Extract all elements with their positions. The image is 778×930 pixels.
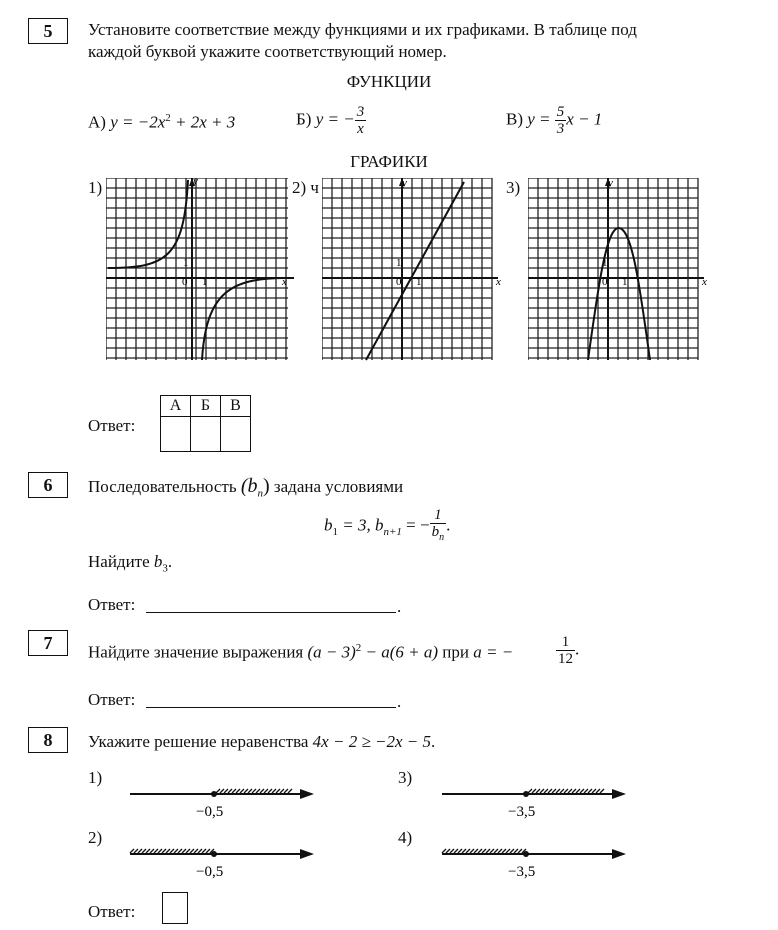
option-label-1: 1): [88, 768, 103, 787]
graph-3-y-label: y: [608, 178, 613, 189]
task7-answer-end: .: [397, 692, 402, 711]
graph-3-one-y-label: 1: [602, 257, 608, 269]
functions-heading: ФУНКЦИИ: [346, 72, 432, 91]
graph-2: [322, 178, 506, 362]
task7-fraction: $\frac{1}{12}$ .: [558, 634, 580, 667]
graph-1-one-y-label: 1: [183, 257, 189, 269]
graph-3-one-x-label: 1: [622, 276, 628, 288]
task5-answer-table: [160, 395, 251, 452]
function-b: Б) y = − $\frac{3}{x}$: [296, 104, 365, 137]
task8-answer-box[interactable]: [162, 892, 188, 924]
answer-header-c: В: [221, 396, 251, 417]
option-4-value: −3,5: [508, 864, 536, 880]
option-3-value: −3,5: [508, 804, 536, 820]
task7-text: Найдите значение выражения $(a - 3)^2 - a(6 + a)$ при a = −: [88, 642, 514, 662]
option-3-point: [523, 791, 529, 797]
task6-question: Найдите $b_3$.: [88, 552, 173, 575]
answer-header-a: А: [161, 396, 191, 417]
graph-1-x-label: x: [282, 276, 287, 288]
answer-cell-a[interactable]: [161, 417, 191, 452]
option-3-number-line[interactable]: [438, 780, 628, 820]
graph-2-line: [366, 182, 464, 360]
option-4-point: [523, 851, 529, 857]
task6-answer-label: Ответ:: [88, 595, 136, 614]
graph-1-grid: [106, 178, 288, 360]
graph-1-one-x-label: 1: [202, 276, 208, 288]
graph-2-zero-label: 0: [396, 276, 402, 288]
graph-3-grid: [528, 178, 698, 360]
answer-cell-b[interactable]: [191, 417, 221, 452]
task6-conditions: $b_1 = 3$, $b_{n+1}$ = − $\frac{1}{b_n}$ .: [324, 507, 451, 543]
answer-cell-c[interactable]: [221, 417, 251, 452]
option-label-3: 3): [398, 768, 413, 787]
task8-answer-label: Ответ:: [88, 902, 136, 921]
graph-label-1: 1): [88, 178, 103, 197]
task7-answer-label: Ответ:: [88, 690, 136, 709]
graph-1-zero-label: 0: [182, 276, 188, 288]
graph-3: [528, 178, 712, 362]
task5-answer-label: Ответ:: [88, 416, 136, 435]
task6-answer-field[interactable]: [146, 612, 396, 613]
task-number-6: 6: [28, 472, 68, 498]
task5-text-line1: Установите соответствие между функциями и их графиками. В таблице под: [88, 20, 637, 39]
task-number-7: 7: [28, 630, 68, 656]
graph-2-grid: [322, 178, 492, 360]
function-c: В) y = $\frac{5}{3}$ x − 1: [506, 104, 603, 137]
graph-2-one-y-label: 1: [396, 257, 402, 269]
task6-text: Последовательность $(b_n)$ задана условиями: [88, 475, 404, 500]
graph-2-x-label: x: [496, 276, 501, 288]
task-number-5: 5: [28, 18, 68, 44]
option-1-number-line[interactable]: [126, 780, 316, 820]
function-a: А) $y = -2x^2 + 2x + 3$: [88, 112, 236, 132]
option-2-number-line[interactable]: [126, 840, 316, 880]
option-label-2: 2): [88, 828, 103, 847]
graph-2-y-label: y: [402, 178, 407, 189]
task-number-8: 8: [28, 727, 68, 753]
graph-1-y-label: y: [193, 178, 198, 187]
option-1-value: −0,5: [196, 804, 224, 820]
option-2-value: −0,5: [196, 864, 224, 880]
graph-label-3: 3): [506, 178, 521, 197]
graph-label-2: 2) ч: [292, 178, 319, 197]
option-4-number-line[interactable]: [438, 840, 628, 880]
graphs-heading: ГРАФИКИ: [350, 152, 428, 171]
answer-header-b: Б: [191, 396, 221, 417]
graph-3-zero-label: 0: [602, 276, 608, 288]
option-2-point: [211, 851, 217, 857]
option-label-4: 4): [398, 828, 413, 847]
task7-answer-field[interactable]: [146, 707, 396, 708]
graph-3-x-label: x: [702, 276, 707, 288]
graph-1: [106, 178, 296, 362]
task5-text-line2: каждой буквой укажите соответствующий номер.: [88, 42, 447, 61]
task8-text: Укажите решение неравенства 4x − 2 ≥ −2x − 5.: [88, 732, 436, 751]
task6-answer-end: .: [397, 597, 402, 616]
option-1-point: [211, 791, 217, 797]
graph-2-one-x-label: 1: [416, 276, 422, 288]
